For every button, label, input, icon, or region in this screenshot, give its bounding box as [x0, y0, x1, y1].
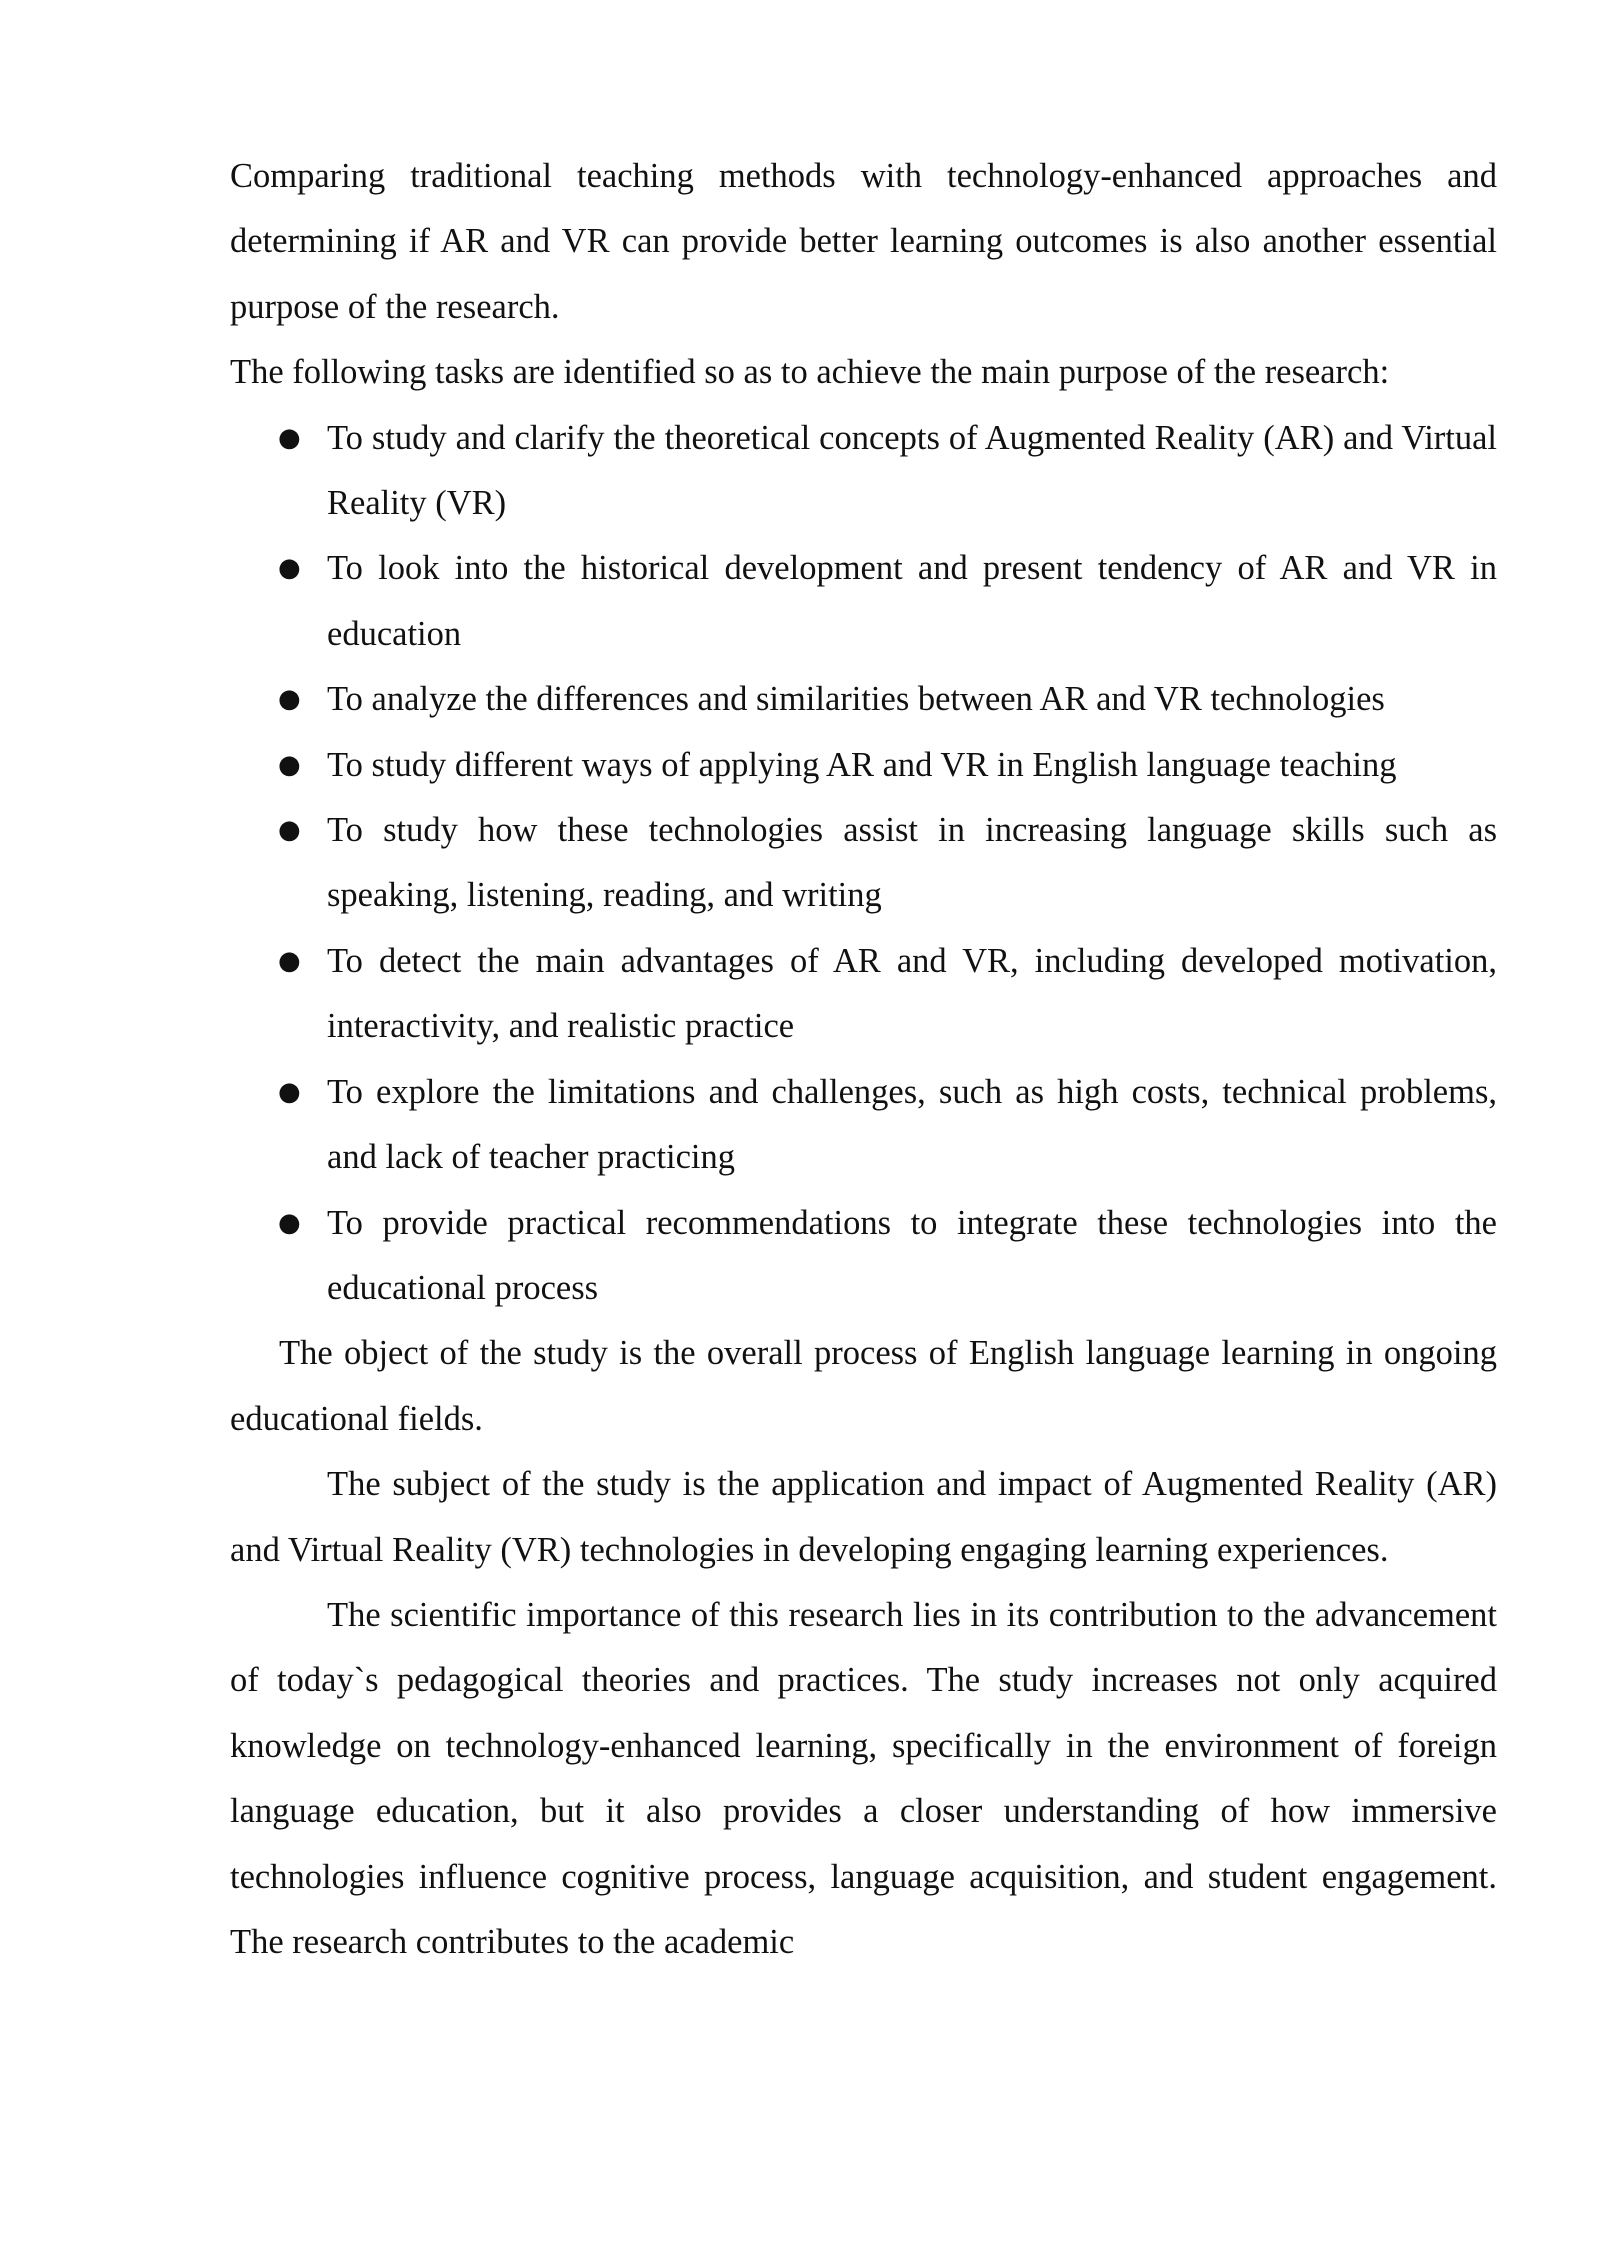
list-item-text: To analyze the differences and similarities between AR and VR technologies — [327, 680, 1385, 719]
bullet-icon: ● — [278, 815, 301, 846]
list-item-text: To provide practical recommendations to integrate these technologies into the educational process — [327, 1203, 1497, 1307]
list-item — [230, 406, 1497, 537]
list-item — [230, 1191, 1497, 1322]
subject-paragraph: The subject of the study is the application and impact of Augmented Reality (AR) and Virtual Reality (VR) technologies in developing engaging learning experiences. — [230, 1465, 1497, 1569]
bullet-icon: ● — [278, 945, 301, 976]
bullet-icon: ● — [278, 422, 301, 453]
intro-paragraph: Comparing traditional teaching methods with technology-enhanced approaches and determining if AR and VR can provide better learning outcomes is also another essential purpose of the research. — [230, 157, 1497, 326]
list-item — [230, 929, 1497, 1060]
bullet-icon: ● — [278, 1076, 301, 1107]
list-item — [230, 536, 1497, 667]
bullet-icon: ● — [278, 553, 301, 584]
list-item-text: To look into the historical development and present tendency of AR and VR in education — [327, 549, 1497, 653]
list-item-text: To explore the limitations and challenges, such as high costs, technical problems, and lack of teacher practicing — [327, 1072, 1497, 1177]
importance-paragraph: The scientific importance of this research lies in its contribution to the advancement of today`s pedagogical theories and practices. The study increases not only acquired knowledge on technology-enhanced learning, specifically in the environment of foreign language education, but it also provides a closer understanding of how immersive technologies influence cognitive process, language acquisition, and student engagement. The research contributes to the academic — [230, 1595, 1497, 1961]
list-item-text: To study how these technologies assist in increasing language skills such as speaking, listening, reading, and writing — [327, 811, 1497, 915]
list-item — [230, 1060, 1497, 1191]
list-item-text: To study and clarify the theoretical concepts of Augmented Reality (AR) and Virtual Reality (VR) — [327, 418, 1497, 523]
list-item-text: To study different ways of applying AR and VR in English language teaching — [327, 745, 1397, 784]
object-paragraph: The object of the study is the overall process of English language learning in ongoing educational fields. — [230, 1334, 1497, 1438]
task-list — [230, 406, 1497, 1322]
list-item-text: To detect the main advantages of AR and VR, including developed motivation, interactivity, and realistic practice — [327, 941, 1497, 1046]
bullet-icon: ● — [278, 684, 301, 715]
bullet-icon: ● — [278, 749, 301, 780]
list-item — [230, 798, 1497, 929]
list-item — [230, 733, 1497, 798]
list-item — [230, 667, 1497, 732]
bullet-icon: ● — [278, 1207, 301, 1238]
tasks-intro: The following tasks are identified so as to achieve the main purpose of the research: — [230, 353, 1390, 392]
body-text — [230, 144, 1497, 1975]
